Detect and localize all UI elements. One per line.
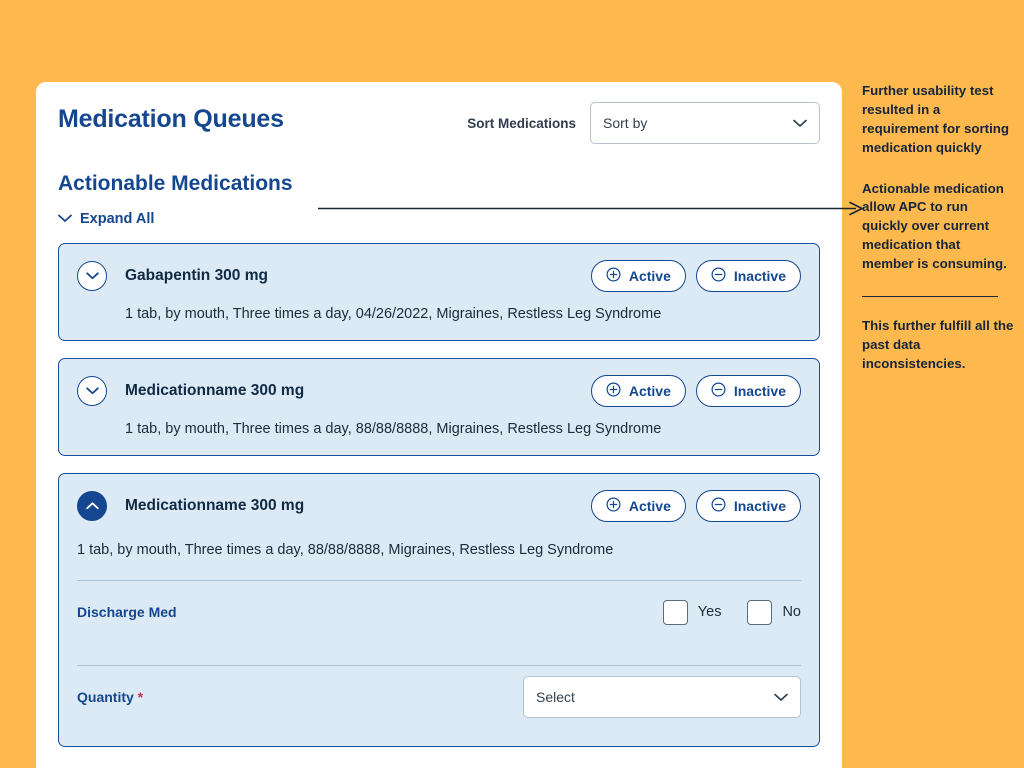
active-label: Active: [628, 383, 671, 400]
collapse-row-toggle[interactable]: [77, 491, 107, 521]
chevron-down-icon: [86, 382, 99, 400]
discharge-med-options: [663, 600, 801, 625]
sort-medications-control: [467, 102, 820, 144]
inactive-button[interactable]: [696, 490, 801, 522]
active-label: Active: [628, 498, 671, 515]
active-button[interactable]: [591, 260, 686, 292]
chevron-up-icon: [86, 497, 99, 515]
plus-circle-icon: [606, 382, 621, 400]
expand-all-label: Expand All: [80, 211, 155, 228]
no-checkbox[interactable]: [747, 600, 772, 625]
header-row: [58, 106, 820, 144]
quantity-label: [77, 689, 523, 705]
inactive-label: Inactive: [733, 498, 786, 515]
active-button[interactable]: [591, 375, 686, 407]
minus-circle-icon: [711, 497, 726, 515]
active-button[interactable]: [591, 490, 686, 522]
annotation-note-2: Actionable medication allow APC to run quickly over current medication that member is consuming.: [862, 180, 1007, 271]
annotation-notes: [862, 82, 1014, 396]
medication-row-expanded: [58, 473, 820, 747]
required-indicator: *: [137, 689, 144, 706]
chevron-down-icon: [774, 689, 788, 705]
medication-row: [58, 243, 820, 341]
chevron-down-icon: [58, 211, 72, 227]
medication-row-header: [77, 375, 801, 407]
discharge-med-field: [77, 581, 801, 643]
medication-queues-card: [36, 82, 842, 768]
medication-row-header: [77, 490, 801, 522]
section-title: Actionable Medications: [58, 172, 293, 195]
discharge-med-yes[interactable]: [663, 600, 722, 625]
discharge-med-no[interactable]: [747, 600, 801, 625]
medication-status-actions: [591, 260, 801, 292]
medication-list: [58, 243, 820, 747]
quantity-field: [77, 666, 801, 728]
annotation-arrow-icon: [318, 200, 866, 218]
chevron-down-icon: [86, 267, 99, 285]
quantity-select-value: Select: [536, 689, 575, 706]
expand-all-button[interactable]: [58, 211, 154, 227]
medication-detail: 1 tab, by mouth, Three times a day, 88/88/8888, Migraines, Restless Leg Syndrome: [125, 421, 662, 438]
active-label: Active: [628, 268, 671, 285]
medication-row: [58, 358, 820, 456]
plus-circle-icon: [606, 497, 621, 515]
medication-status-actions: [591, 490, 801, 522]
medication-detail: 1 tab, by mouth, Three times a day, 04/26/2022, Migraines, Restless Leg Syndrome: [125, 306, 662, 323]
expand-row-toggle[interactable]: [77, 261, 107, 291]
medication-status-actions: [591, 375, 801, 407]
sort-by-select[interactable]: [590, 102, 820, 144]
minus-circle-icon: [711, 267, 726, 285]
sort-medications-label: Sort Medications: [467, 115, 576, 131]
sort-by-value: Sort by: [603, 115, 648, 131]
inactive-button[interactable]: [696, 375, 801, 407]
quantity-select[interactable]: [523, 676, 801, 718]
medication-name: Gabapentin 300 mg: [125, 267, 268, 285]
discharge-med-label: Discharge Med: [77, 604, 177, 621]
medication-row-header: [77, 260, 801, 292]
yes-checkbox[interactable]: [663, 600, 688, 625]
minus-circle-icon: [711, 382, 726, 400]
inactive-label: Inactive: [733, 268, 786, 285]
annotation-note-3: This further fulfill all the past data inconsistencies.: [862, 317, 1014, 371]
medication-name: Medicationname 300 mg: [125, 497, 305, 515]
plus-circle-icon: [606, 267, 621, 285]
inactive-label: Inactive: [733, 383, 786, 400]
yes-label: Yes: [697, 604, 722, 621]
annotation-note-1: Further usability test resulted in a requirement for sorting medication quickly: [862, 83, 1010, 155]
quantity-label-text: Quantity: [77, 689, 134, 706]
annotation-divider: [862, 296, 998, 297]
page-title: Medication Queues: [58, 105, 284, 133]
inactive-button[interactable]: [696, 260, 801, 292]
no-label: No: [782, 604, 801, 621]
medication-detail: 1 tab, by mouth, Three times a day, 88/88/8888, Migraines, Restless Leg Syndrome: [77, 542, 614, 559]
expand-row-toggle[interactable]: [77, 376, 107, 406]
chevron-down-icon: [793, 115, 807, 131]
medication-name: Medicationname 300 mg: [125, 382, 305, 400]
